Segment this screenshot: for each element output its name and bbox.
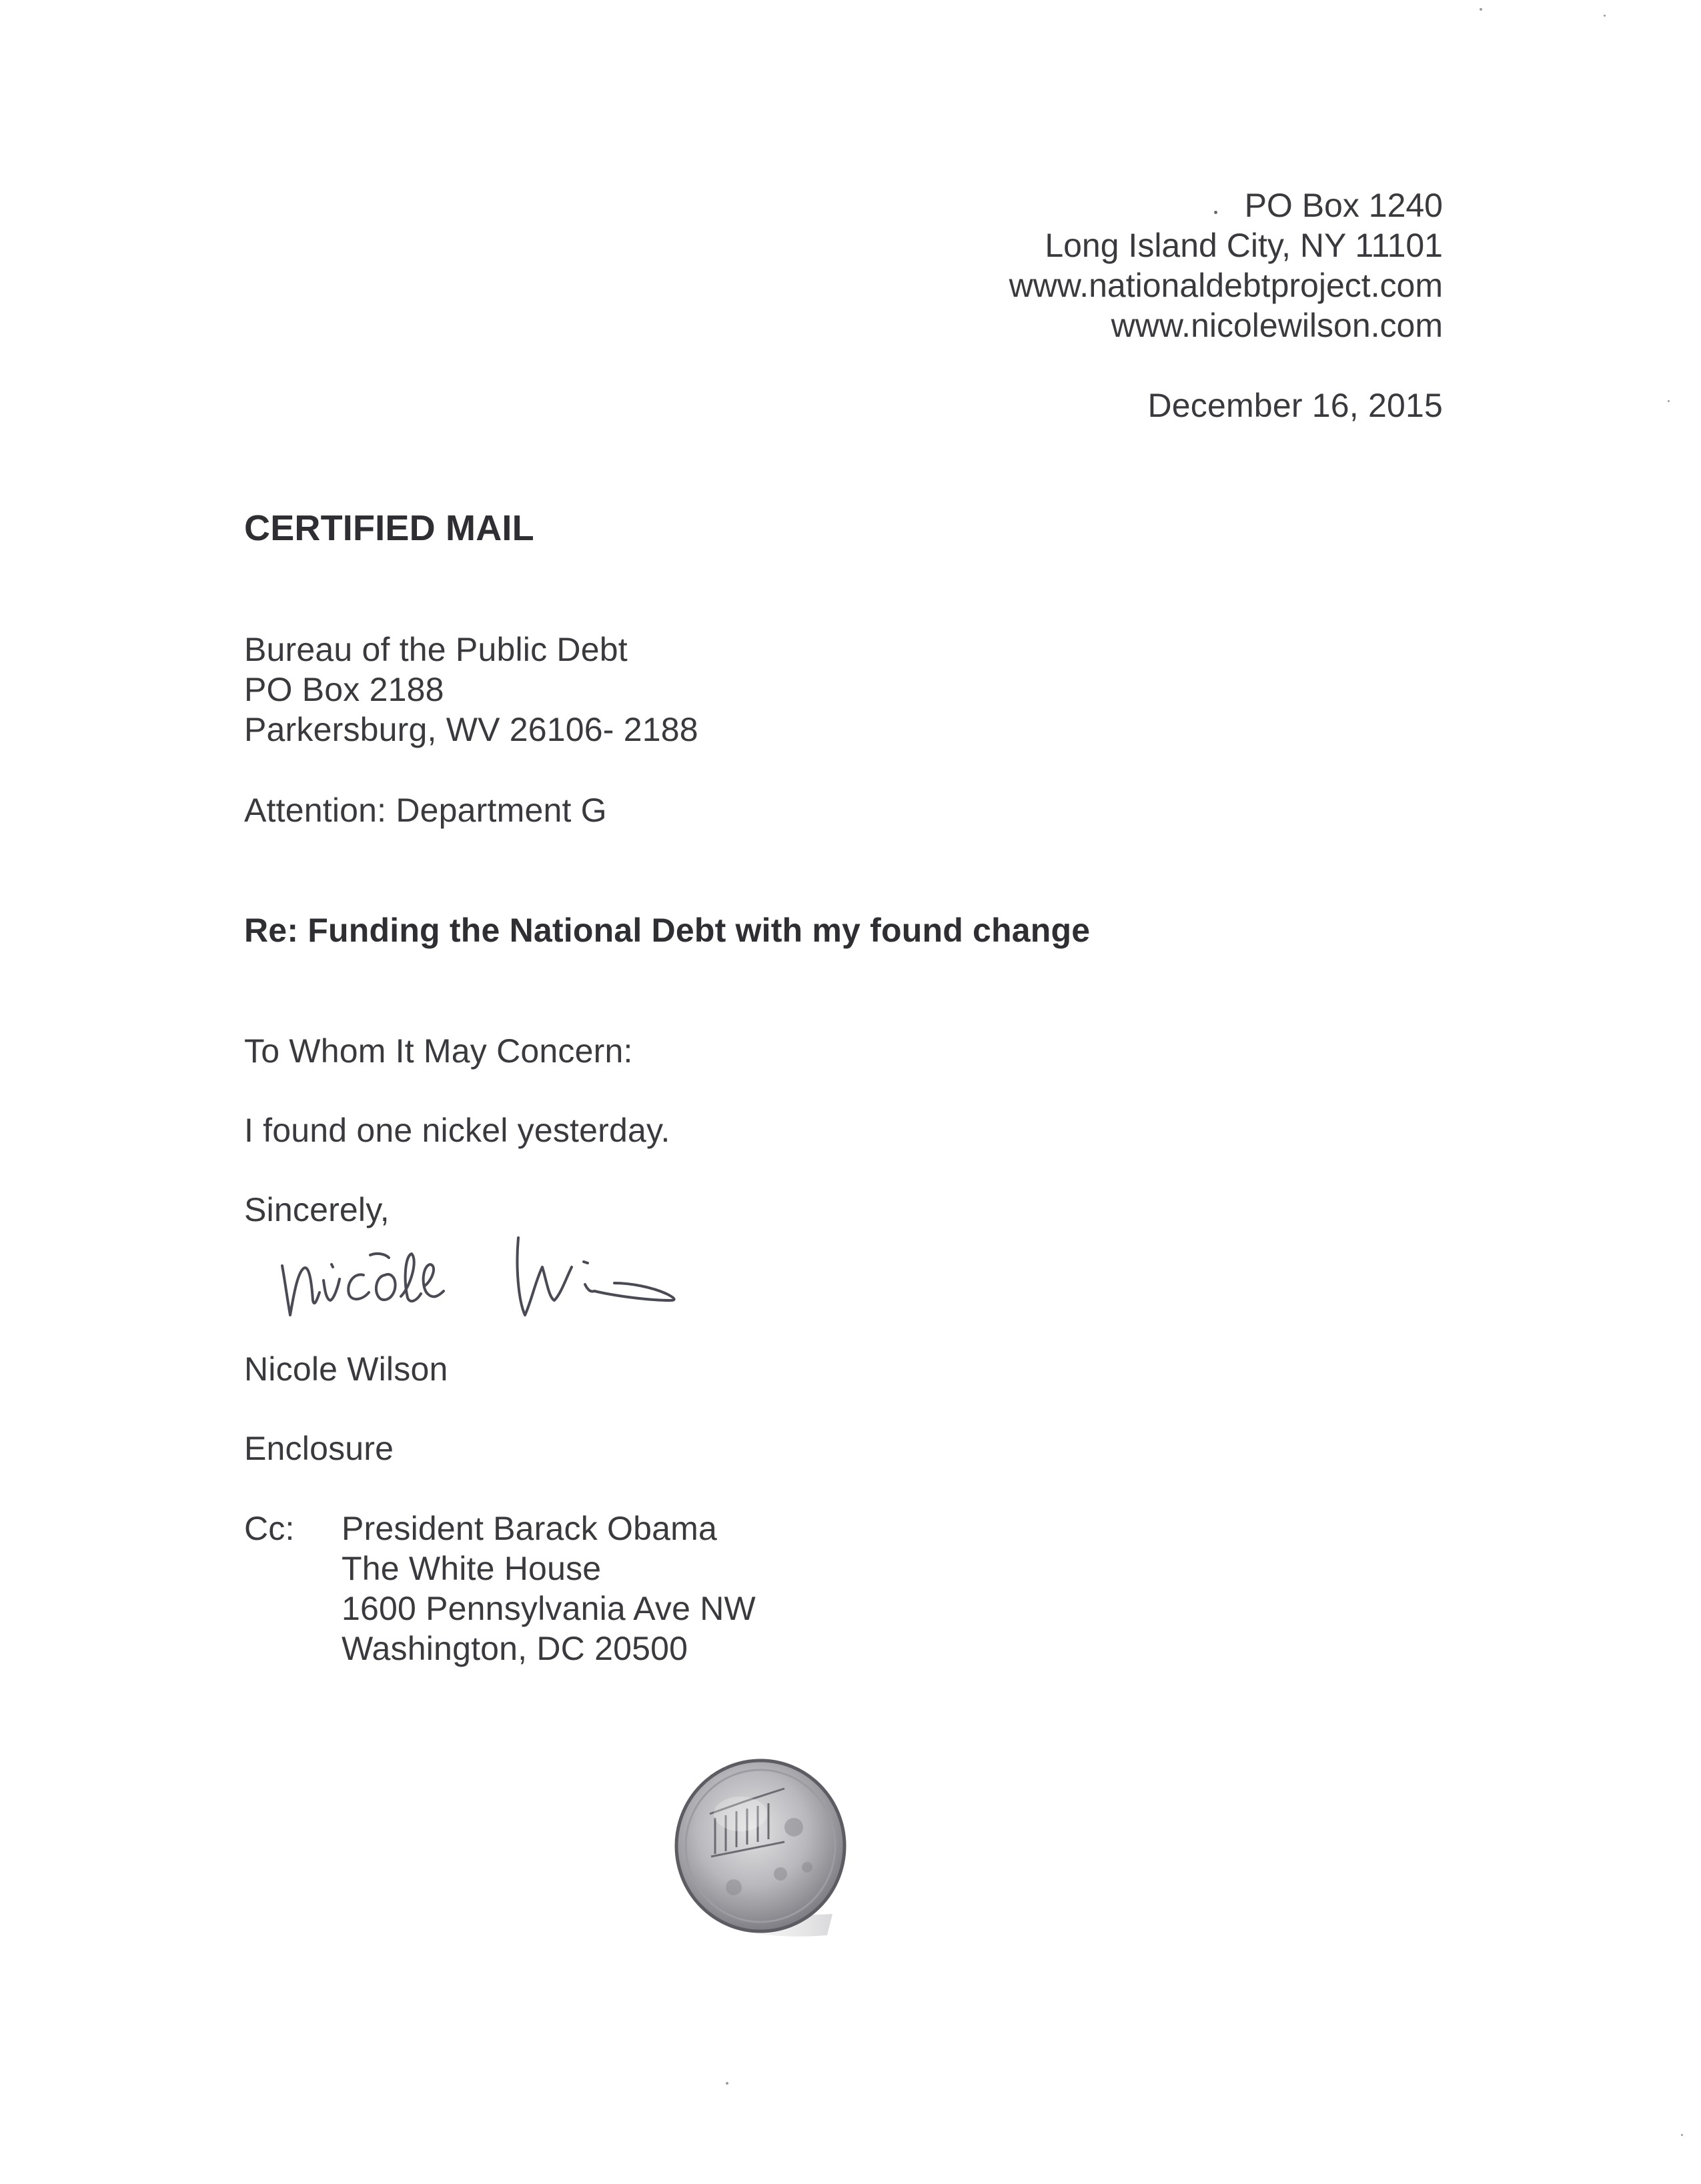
sender-po-box: PO Box 1240 [1244,187,1443,224]
recipient-po-box: PO Box 2188 [244,671,444,708]
scan-speck [1604,15,1606,17]
attention-line: Attention: Department G [244,792,607,829]
letter-date: December 16, 2015 [1147,387,1443,424]
subject-line: Re: Funding the National Debt with my found change [244,912,1091,949]
recipient-city-state-zip: Parkersburg, WV 26106- 2188 [244,711,698,748]
salutation: To Whom It May Concern: [244,1032,633,1070]
recipient-name: Bureau of the Public Debt [244,631,628,668]
signer-name: Nicole Wilson [244,1350,448,1388]
nickel-coin-image [667,1754,854,1947]
scan-speck [1480,8,1482,11]
closing: Sincerely, [244,1191,390,1228]
letter-body: I found one nickel yesterday. [244,1112,670,1149]
cc-recipient-org: The White House [342,1550,602,1587]
sender-city-state-zip: Long Island City, NY 11101 [1045,227,1443,264]
cc-recipient-name: President Barack Obama [342,1510,717,1547]
sender-website-2: www.nicolewilson.com [1111,307,1443,344]
scan-speck [1668,400,1670,402]
cc-label: Cc: [244,1510,295,1547]
scan-speck [1681,2134,1683,2136]
sender-website-1: www.nationaldebtproject.com [1009,267,1443,304]
signature-image [270,1200,704,1327]
scan-speck [726,2082,728,2085]
scan-dot [1214,211,1217,214]
cc-recipient-street: 1600 Pennsylvania Ave NW [342,1590,756,1627]
sender-address-block [1009,185,1443,345]
delivery-notice: CERTIFIED MAIL [244,508,534,548]
enclosure-note: Enclosure [244,1430,394,1467]
cc-recipient-city-state-zip: Washington, DC 20500 [342,1630,688,1667]
